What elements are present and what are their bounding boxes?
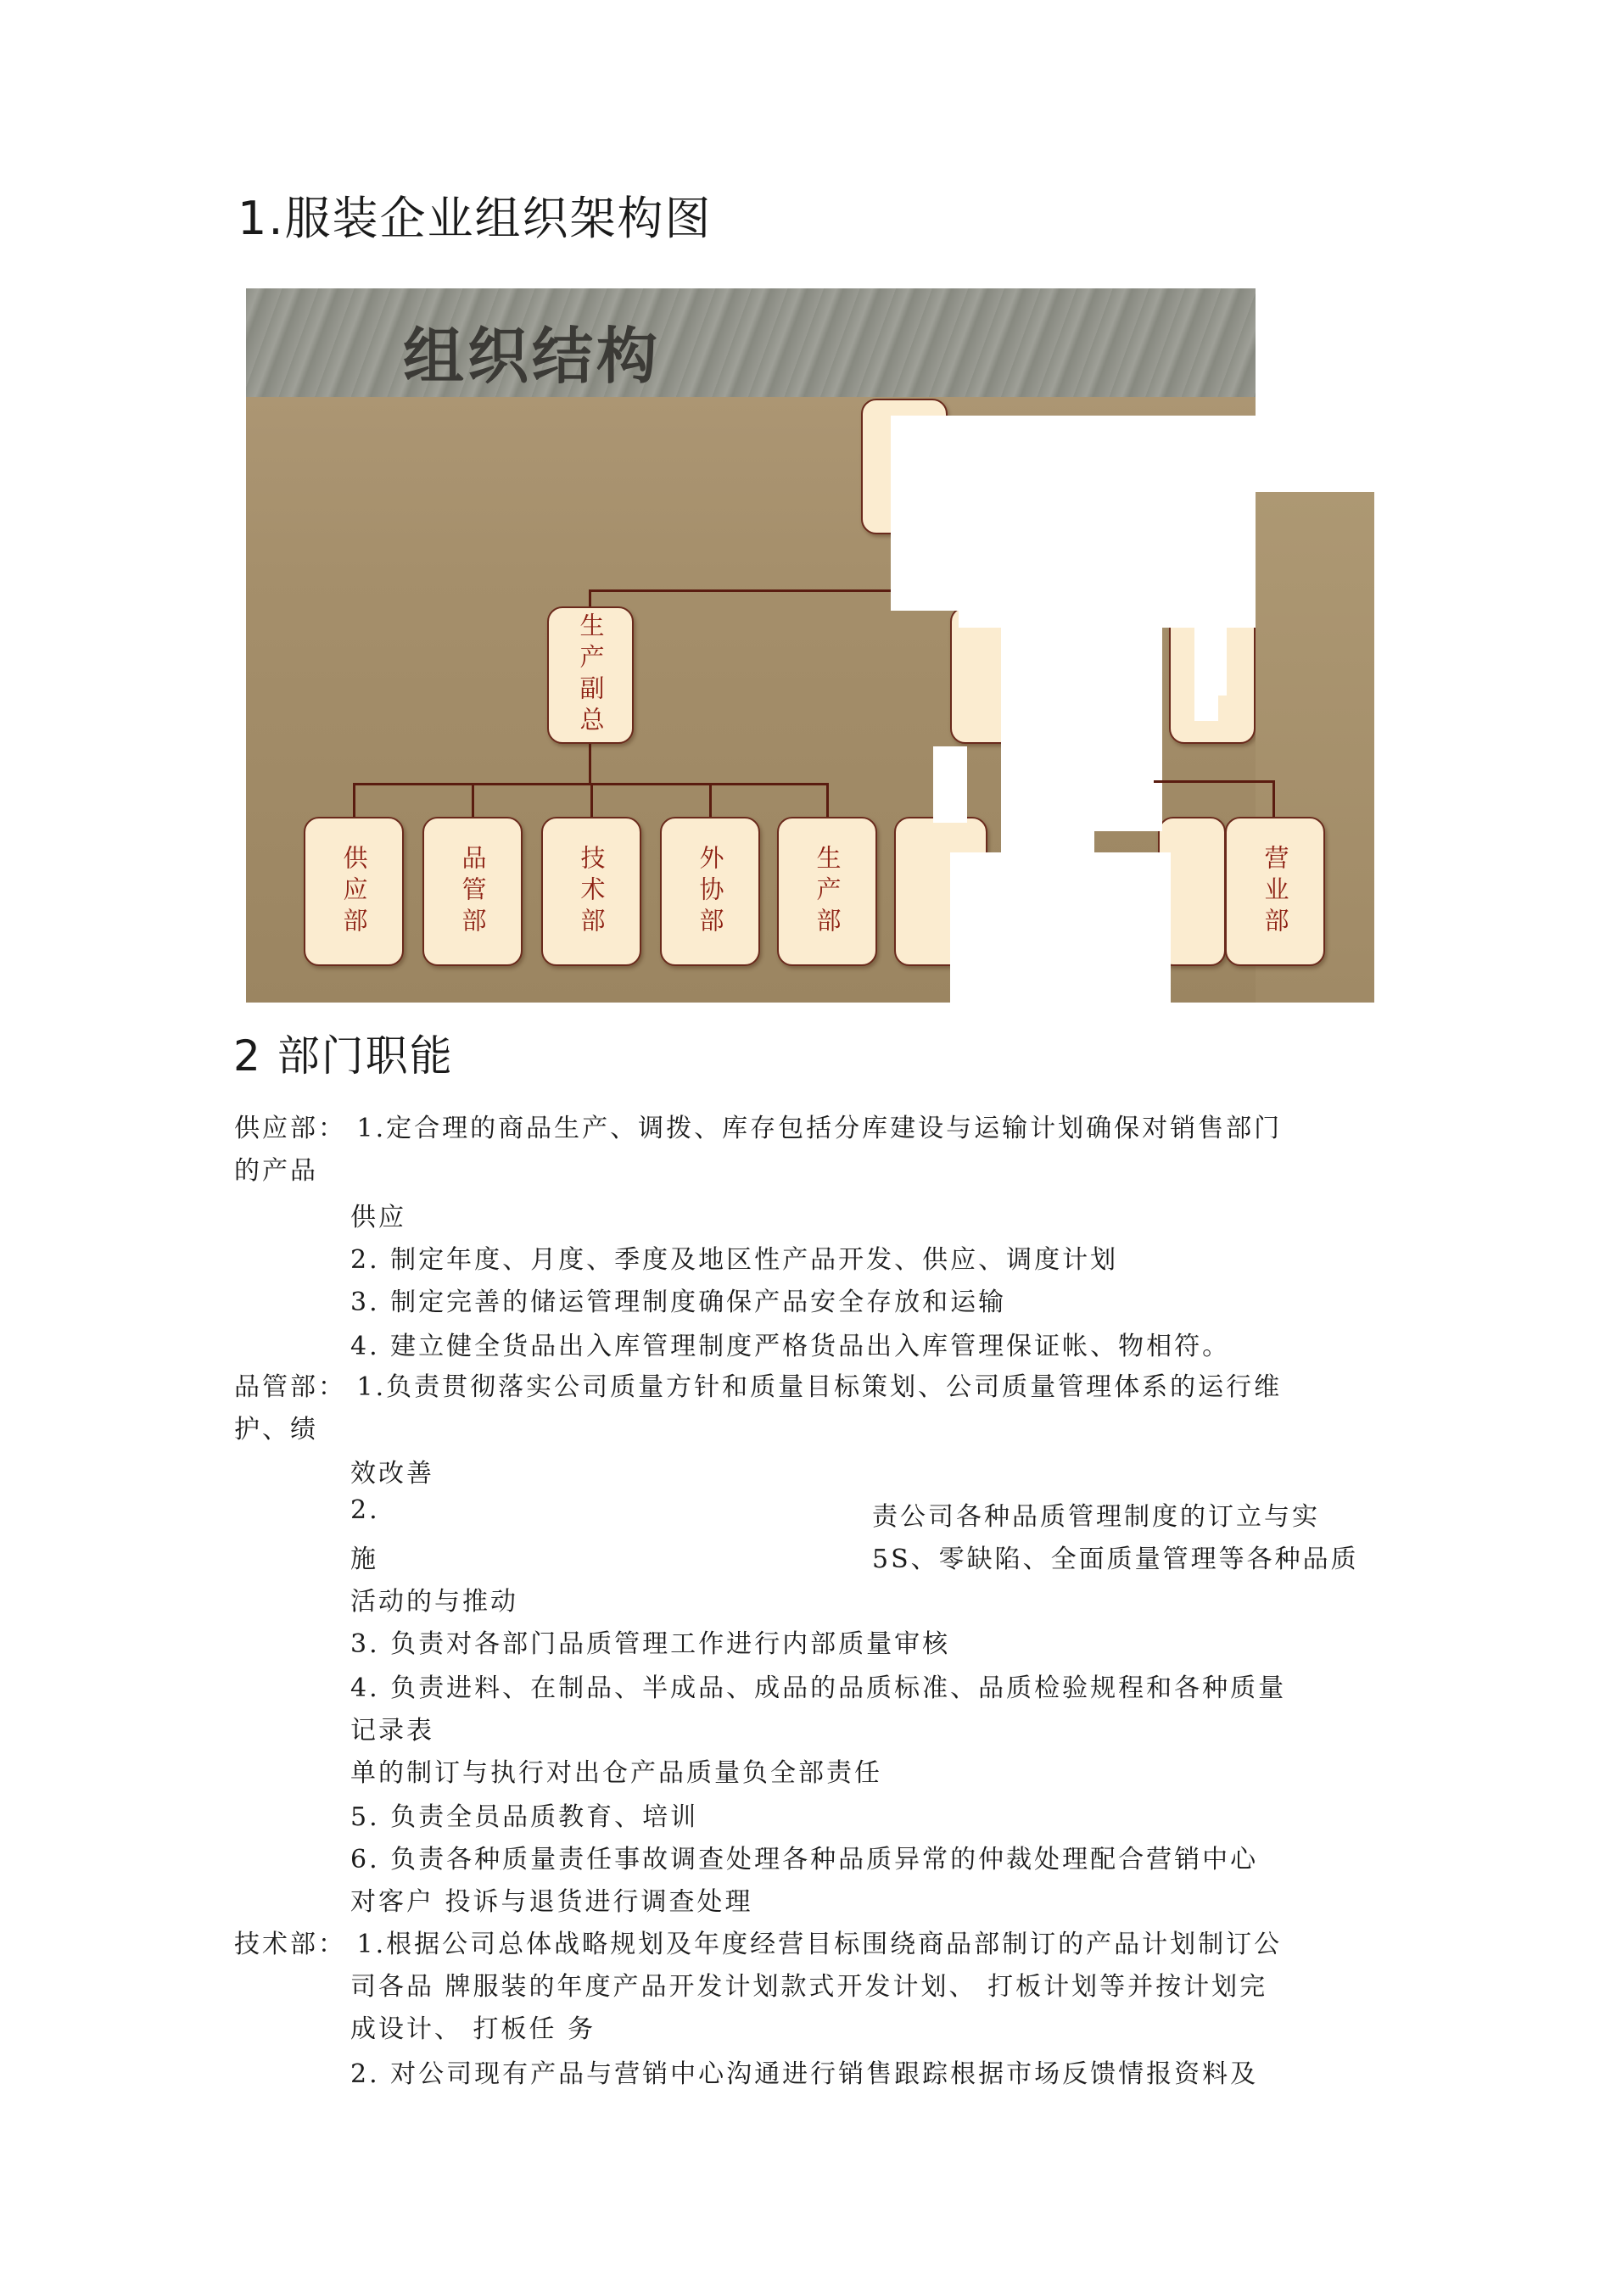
- connector-line: [472, 783, 474, 817]
- text-line: 护、绩: [234, 1415, 318, 1444]
- text-line: 3. 负责对各部门品质管理工作进行内部质量审核: [350, 1629, 951, 1659]
- redaction-mask: [1094, 611, 1162, 831]
- text-line: 2. 制定年度、月度、季度及地区性产品开发、供应、调度计划: [350, 1245, 1119, 1275]
- connector-line: [590, 783, 593, 817]
- redaction-mask: [1194, 611, 1227, 696]
- section-heading-dept-functions: 2 部门职能: [233, 1031, 454, 1081]
- connector-line: [353, 783, 355, 817]
- org-box-outsourcing: 外协部: [660, 817, 760, 966]
- chart-title-band: [246, 288, 1256, 397]
- text-line: 供应: [350, 1203, 406, 1232]
- org-box-production-vp: 生产副总: [547, 606, 634, 744]
- org-chart-image: [246, 288, 1256, 1003]
- text-line: 供应部： 1.定合理的商品生产、调拨、库存包括分库建设与运输计划确保对销售部门: [234, 1114, 1283, 1143]
- text-line: 6. 负责各种质量责任事故调查处理各种品质异常的仲裁处理配合营销中心: [350, 1845, 1259, 1874]
- text-line: 4. 建立健全货品出入库管理制度严格货品出入库管理保证帐、物相符。: [350, 1332, 1231, 1361]
- text-line: 记录表: [350, 1716, 434, 1746]
- redaction-mask: [933, 746, 967, 823]
- redaction-mask: [959, 492, 1256, 628]
- text-line: 品管部： 1.负责贯彻落实公司质量方针和质量目标策划、公司质量管理体系的运行维: [234, 1372, 1283, 1402]
- text-line: 效改善: [350, 1459, 434, 1489]
- org-box-production: 生产部: [777, 817, 877, 966]
- redaction-mask: [1094, 852, 1171, 1003]
- text-line: 2. 对公司现有产品与营销中心沟通进行销售跟踪根据市场反馈情报资料及: [350, 2059, 1259, 2089]
- connector-line: [353, 783, 826, 785]
- text-line: 3. 制定完善的储运管理制度确保产品安全存放和运输: [350, 1288, 1007, 1317]
- text-line: 4. 负责进料、在制品、半成品、成品的品质标准、品质检验规程和各种质量: [350, 1673, 1287, 1703]
- connector-line: [709, 783, 712, 817]
- text-line: 施: [350, 1545, 378, 1574]
- text-line: 5S、零缺陷、全面质量管理等各种品质: [872, 1545, 1359, 1574]
- connector-line: [826, 783, 829, 817]
- redaction-mask: [950, 852, 1094, 1003]
- text-line: 对客户 投诉与退货进行调查处理: [350, 1887, 753, 1917]
- org-box-technical: 技术部: [541, 817, 641, 966]
- text-line: 的产品: [234, 1156, 318, 1186]
- redaction-mask: [1194, 696, 1218, 721]
- connector-line: [589, 742, 591, 785]
- text-line: 2.: [350, 1495, 380, 1525]
- section-heading-org-chart: 1.服装企业组织架构图: [238, 192, 713, 245]
- connector-line: [1272, 780, 1275, 817]
- org-box-quality: 品管部: [422, 817, 523, 966]
- text-line: 活动的与推动: [350, 1587, 518, 1617]
- text-line: 单的制订与执行对出仓产品质量负全部责任: [350, 1758, 882, 1788]
- text-line: 司各品 牌服装的年度产品开发计划款式开发计划、 打板计划等并按计划完: [350, 1972, 1268, 2002]
- org-box-supply: 供应部: [304, 817, 404, 966]
- chart-title: 组织结构: [403, 321, 662, 392]
- org-box-sales: 营业部: [1225, 817, 1325, 966]
- text-line: 责公司各种品质管理制度的订立与实: [872, 1502, 1320, 1532]
- text-line: 技术部： 1.根据公司总体战略规划及年度经营目标围绕商品部制订的产品计划制订公: [234, 1930, 1283, 1959]
- text-line: 成设计、 打板任 务: [350, 2014, 596, 2044]
- connector-line: [1154, 780, 1272, 783]
- text-line: 5. 负责全员品质教育、培训: [350, 1802, 699, 1832]
